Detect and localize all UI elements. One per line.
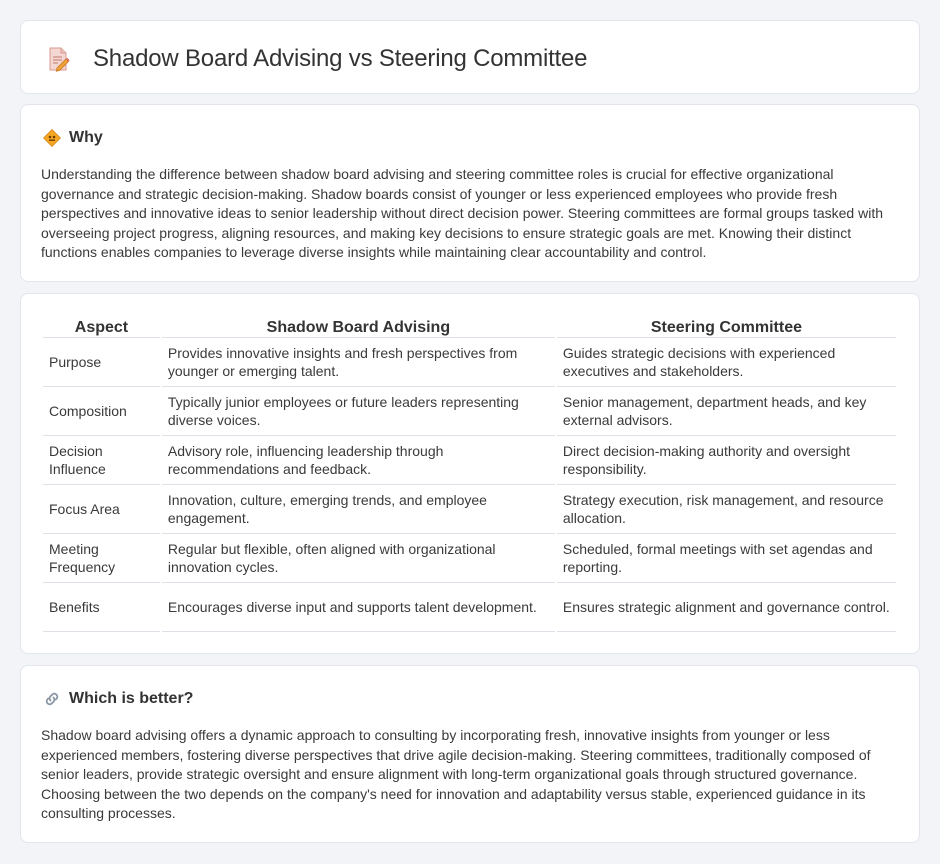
shadow-board-cell: Provides innovative insights and fresh perspectives from younger or emerging talent. — [162, 338, 555, 387]
table-row — [43, 534, 896, 583]
steering-committee-cell: Direct decision-making authority and oversight responsibility. — [557, 436, 896, 485]
table-header-row — [43, 316, 896, 338]
aspect-cell: Focus Area — [43, 485, 160, 534]
link-icon — [43, 690, 61, 708]
aspect-cell: Composition — [43, 387, 160, 436]
title-card — [20, 20, 920, 94]
why-text: Understanding the difference between shadow board advising and steering committee roles is crucial for effective organizational governance and strategic decision-making. Shadow boards consist of younger or less experienced employees who provide fresh perspectives and innovative ideas to senior leadership without direct decision power. Steering committees are formal groups tasked with overseeing project progress, aligning resources, and making key decisions to ensure strategic goals are met. Knowing their distinct functions enables companies to leverage diverse insights while maintaining clear accountability and control. — [41, 166, 883, 261]
column-header-aspect: Aspect — [43, 316, 160, 338]
column-header-steering-committee: Steering Committee — [557, 316, 896, 338]
shadow-board-cell: Advisory role, influencing leadership through recommendations and feedback. — [162, 436, 555, 485]
aspect-cell: Meeting Frequency — [43, 534, 160, 583]
steering-committee-cell: Guides strategic decisions with experienced executives and stakeholders. — [557, 338, 896, 387]
table-row — [43, 583, 896, 632]
aspect-cell: Purpose — [43, 338, 160, 387]
comparison-section — [20, 293, 920, 654]
aspect-cell: Decision Influence — [43, 436, 160, 485]
aspect-cell: Benefits — [43, 583, 160, 632]
which-is-better-section — [20, 665, 920, 843]
better-text: Shadow board advising offers a dynamic approach to consulting by incorporating fresh, innovative insights from younger or less experienced members, fostering diverse perspectives that drive agile decision-making. Steering committees, traditionally composed of senior leaders, provide strategic oversight and ensure alignment with long-term organizational goals through structured governance. Choosing between the two depends on the company's need for innovation and adaptability versus stable, experienced guidance in its consulting processes. — [41, 727, 871, 822]
better-heading-row — [43, 690, 193, 708]
shadow-board-cell: Innovation, culture, emerging trends, and employee engagement. — [162, 485, 555, 534]
diamond-sign-icon — [43, 129, 61, 147]
steering-committee-cell: Senior management, department heads, and key external advisors. — [557, 387, 896, 436]
table-row — [43, 338, 896, 387]
table-row — [43, 436, 896, 485]
title-row — [45, 45, 587, 73]
steering-committee-cell: Scheduled, formal meetings with set agendas and reporting. — [557, 534, 896, 583]
shadow-board-cell: Regular but flexible, often aligned with organizational innovation cycles. — [162, 534, 555, 583]
why-heading: Why — [69, 129, 103, 146]
why-section — [20, 104, 920, 282]
table-row — [43, 485, 896, 534]
shadow-board-cell: Typically junior employees or future leaders representing diverse voices. — [162, 387, 555, 436]
better-heading: Which is better? — [69, 690, 194, 707]
shadow-board-cell: Encourages diverse input and supports talent development. — [162, 583, 555, 632]
document-pencil-icon — [45, 46, 71, 72]
comparison-table — [41, 316, 898, 632]
page-title: Shadow Board Advising vs Steering Committee — [93, 45, 588, 72]
column-header-shadow-board: Shadow Board Advising — [162, 316, 555, 338]
table-row — [43, 387, 896, 436]
why-heading-row — [43, 129, 103, 147]
steering-committee-cell: Ensures strategic alignment and governance control. — [557, 583, 896, 632]
steering-committee-cell: Strategy execution, risk management, and resource allocation. — [557, 485, 896, 534]
